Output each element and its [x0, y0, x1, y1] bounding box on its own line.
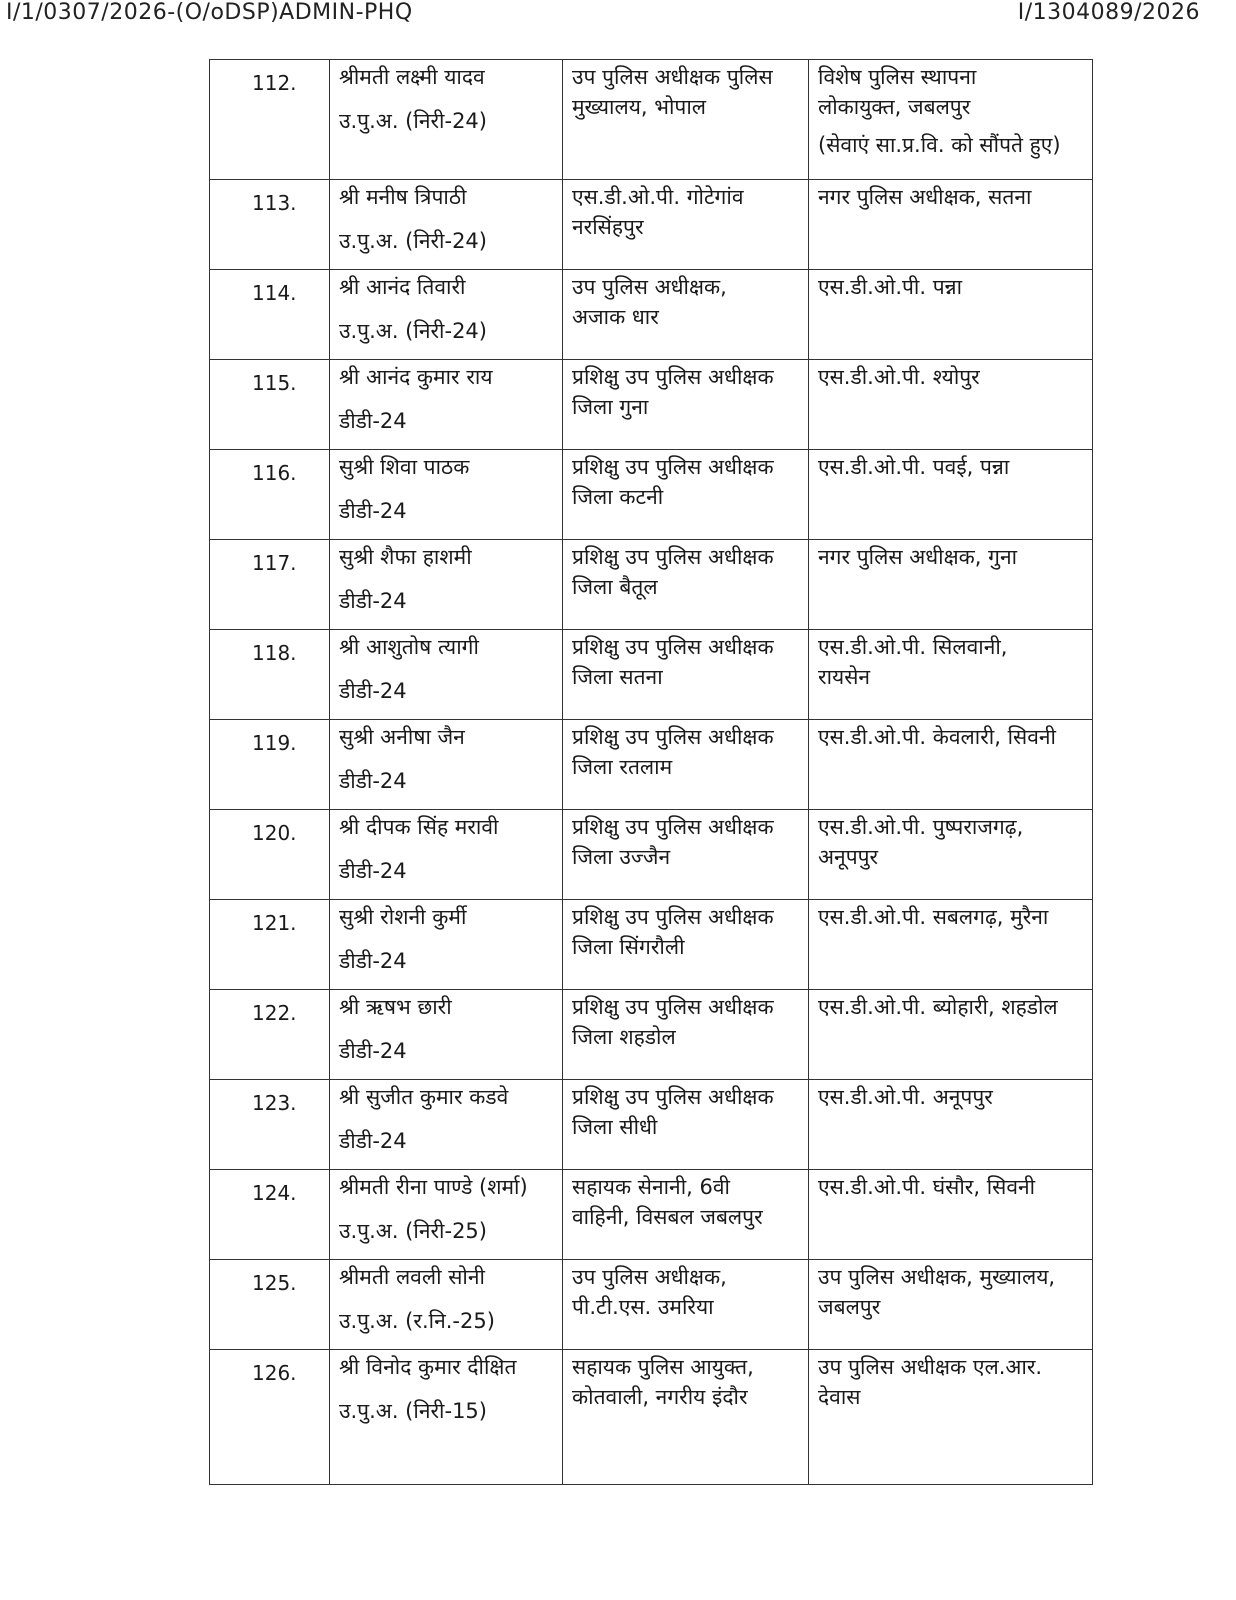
officer-name: श्रीमती लक्ष्मी यादव: [339, 65, 485, 89]
new-posting-cell: [809, 810, 1093, 900]
serial-number: 125.: [210, 1260, 330, 1350]
current-posting-cell: [563, 720, 809, 810]
officer-cell: [330, 810, 563, 900]
officer-name: श्री मनीष त्रिपाठी: [339, 185, 467, 209]
current-posting-line2: जिला सीधी: [572, 1115, 658, 1139]
current-posting-line2: अजाक धार: [572, 305, 659, 329]
officer-grade: डीडी-24: [339, 1039, 407, 1063]
officer-name: श्री विनोद कुमार दीक्षित: [339, 1355, 517, 1379]
officer-cell: [330, 900, 563, 990]
new-posting-line1: एस.डी.ओ.पी. ब्योहारी, शहडोल: [818, 995, 1058, 1019]
current-posting-line1: उप पुलिस अधीक्षक पुलिस: [572, 65, 773, 89]
table-row: [210, 990, 1093, 1080]
table-row: [210, 60, 1093, 180]
officer-grade: उ.पु.अ. (निरी-25): [339, 1219, 487, 1243]
new-posting-line1: एस.डी.ओ.पी. पुष्पराजगढ़,: [818, 815, 1024, 839]
officer-name: श्री दीपक सिंह मरावी: [339, 815, 499, 839]
new-posting-line1: उप पुलिस अधीक्षक, मुख्यालय,: [818, 1265, 1056, 1289]
current-posting-line2: वाहिनी, विसबल जबलपुर: [572, 1205, 763, 1229]
serial-number: 112.: [210, 60, 330, 180]
new-posting-cell: [809, 1170, 1093, 1260]
officer-cell: [330, 360, 563, 450]
new-posting-line1: एस.डी.ओ.पी. घंसौर, सिवनी: [818, 1175, 1036, 1199]
new-posting-line1: एस.डी.ओ.पी. पन्ना: [818, 275, 963, 299]
current-posting-line1: एस.डी.ओ.पी. गोटेगांव: [572, 185, 744, 209]
current-posting-line2: मुख्यालय, भोपाल: [572, 95, 707, 119]
current-posting-cell: [563, 990, 809, 1080]
current-posting-cell: [563, 1080, 809, 1170]
current-posting-line2: जिला सतना: [572, 665, 663, 689]
table-row: [210, 810, 1093, 900]
table-row: [210, 180, 1093, 270]
current-posting-line1: प्रशिक्षु उप पुलिस अधीक्षक: [572, 995, 774, 1019]
officer-cell: [330, 1080, 563, 1170]
current-posting-line1: प्रशिक्षु उप पुलिस अधीक्षक: [572, 635, 774, 659]
officer-cell: [330, 1170, 563, 1260]
current-posting-line1: प्रशिक्षु उप पुलिस अधीक्षक: [572, 815, 774, 839]
new-posting-line1: नगर पुलिस अधीक्षक, गुना: [818, 545, 1018, 569]
new-posting-cell: [809, 990, 1093, 1080]
current-posting-line1: प्रशिक्षु उप पुलिस अधीक्षक: [572, 1085, 774, 1109]
posting-note: (सेवाएं सा.प्र.वि. को सौंपते हुए): [818, 133, 1061, 157]
transfer-order-table: [209, 59, 1093, 1485]
new-posting-cell: [809, 900, 1093, 990]
officer-grade: डीडी-24: [339, 679, 407, 703]
officer-name: श्री आनंद कुमार राय: [339, 365, 493, 389]
serial-number: 113.: [210, 180, 330, 270]
officer-name: सुश्री अनीषा जैन: [339, 725, 465, 749]
officer-grade: डीडी-24: [339, 859, 407, 883]
table-row: [210, 1170, 1093, 1260]
current-posting-line1: प्रशिक्षु उप पुलिस अधीक्षक: [572, 455, 774, 479]
new-posting-line1: एस.डी.ओ.पी. केवलारी, सिवनी: [818, 725, 1056, 749]
current-posting-cell: [563, 360, 809, 450]
new-posting-line2: अनूपपुर: [818, 845, 879, 869]
current-posting-line1: प्रशिक्षु उप पुलिस अधीक्षक: [572, 365, 774, 389]
table-row: [210, 720, 1093, 810]
officer-name: श्रीमती लवली सोनी: [339, 1265, 485, 1289]
new-posting-line2: जबलपुर: [818, 1295, 881, 1319]
current-posting-line2: जिला कटनी: [572, 485, 664, 509]
current-posting-line1: प्रशिक्षु उप पुलिस अधीक्षक: [572, 905, 774, 929]
current-posting-cell: [563, 630, 809, 720]
new-posting-cell: [809, 630, 1093, 720]
serial-number: 126.: [210, 1350, 330, 1485]
current-posting-line1: प्रशिक्षु उप पुलिस अधीक्षक: [572, 725, 774, 749]
current-posting-line1: सहायक सेनानी, 6वी: [572, 1175, 730, 1199]
officer-grade: उ.पु.अ. (निरी-15): [339, 1399, 487, 1423]
officer-cell: [330, 630, 563, 720]
officer-name: श्री ऋषभ छारी: [339, 995, 452, 1019]
current-posting-cell: [563, 1260, 809, 1350]
officer-grade: डीडी-24: [339, 499, 407, 523]
table-row: [210, 270, 1093, 360]
table-row: [210, 1080, 1093, 1170]
serial-number: 117.: [210, 540, 330, 630]
serial-number: 120.: [210, 810, 330, 900]
current-posting-line2: नरसिंहपुर: [572, 215, 644, 239]
officer-name: श्री सुजीत कुमार कडवे: [339, 1085, 509, 1109]
new-posting-cell: [809, 180, 1093, 270]
table-row: [210, 540, 1093, 630]
new-posting-cell: [809, 270, 1093, 360]
current-posting-cell: [563, 450, 809, 540]
new-posting-line1: एस.डी.ओ.पी. पवई, पन्ना: [818, 455, 1010, 479]
current-posting-cell: [563, 900, 809, 990]
officer-name: सुश्री रोशनी कुर्मी: [339, 905, 467, 929]
officer-cell: [330, 450, 563, 540]
table-row: [210, 450, 1093, 540]
officer-grade: डीडी-24: [339, 409, 407, 433]
serial-number: 114.: [210, 270, 330, 360]
table-row: [210, 1350, 1093, 1485]
current-posting-line2: जिला शहडोल: [572, 1025, 676, 1049]
new-posting-cell: [809, 540, 1093, 630]
serial-number: 115.: [210, 360, 330, 450]
serial-number: 124.: [210, 1170, 330, 1260]
table-row: [210, 1260, 1093, 1350]
new-posting-cell: [809, 360, 1093, 450]
new-posting-cell: [809, 720, 1093, 810]
serial-number: 116.: [210, 450, 330, 540]
officer-cell: [330, 1350, 563, 1485]
new-posting-line1: विशेष पुलिस स्थापना: [818, 65, 977, 89]
officer-name: श्री आनंद तिवारी: [339, 275, 466, 299]
new-posting-line2: लोकायुक्त, जबलपुर: [818, 95, 971, 119]
officer-grade: उ.पु.अ. (र.नि.-25): [339, 1309, 495, 1333]
current-posting-line2: जिला गुना: [572, 395, 649, 419]
officer-name: श्रीमती रीना पाण्डे (शर्मा): [339, 1175, 528, 1199]
table-row: [210, 360, 1093, 450]
new-posting-line2: देवास: [818, 1385, 861, 1409]
current-posting-cell: [563, 1350, 809, 1485]
current-posting-line2: जिला रतलाम: [572, 755, 673, 779]
officer-cell: [330, 540, 563, 630]
current-posting-line2: जिला सिंगरौली: [572, 935, 685, 959]
officer-grade: उ.पु.अ. (निरी-24): [339, 319, 487, 343]
officer-cell: [330, 720, 563, 810]
table-row: [210, 630, 1093, 720]
officer-cell: [330, 60, 563, 180]
new-posting-cell: [809, 1350, 1093, 1485]
current-posting-cell: [563, 540, 809, 630]
current-posting-cell: [563, 270, 809, 360]
new-posting-line2: रायसेन: [818, 665, 871, 689]
new-posting-line1: एस.डी.ओ.पी. सिलवानी,: [818, 635, 1008, 659]
table-row: [210, 900, 1093, 990]
new-posting-cell: [809, 60, 1093, 180]
new-posting-cell: [809, 450, 1093, 540]
officer-grade: डीडी-24: [339, 949, 407, 973]
serial-number: 121.: [210, 900, 330, 990]
current-posting-cell: [563, 1170, 809, 1260]
current-posting-line2: जिला उज्जैन: [572, 845, 671, 869]
current-posting-cell: [563, 810, 809, 900]
officer-name: श्री आशुतोष त्यागी: [339, 635, 479, 659]
new-posting-cell: [809, 1080, 1093, 1170]
current-posting-line1: उप पुलिस अधीक्षक,: [572, 275, 727, 299]
current-posting-line1: सहायक पुलिस आयुक्त,: [572, 1355, 754, 1379]
officer-name: सुश्री शिवा पाठक: [339, 455, 470, 479]
officer-grade: उ.पु.अ. (निरी-24): [339, 229, 487, 253]
officer-cell: [330, 1260, 563, 1350]
current-posting-line1: प्रशिक्षु उप पुलिस अधीक्षक: [572, 545, 774, 569]
officer-grade: डीडी-24: [339, 589, 407, 613]
current-posting-line2: कोतवाली, नगरीय इंदौर: [572, 1385, 748, 1409]
serial-number: 119.: [210, 720, 330, 810]
current-posting-cell: [563, 180, 809, 270]
officer-name: सुश्री शैफा हाशमी: [339, 545, 472, 569]
officer-grade: डीडी-24: [339, 769, 407, 793]
current-posting-line1: उप पुलिस अधीक्षक,: [572, 1265, 727, 1289]
serial-number: 123.: [210, 1080, 330, 1170]
file-reference-left: I/1/0307/2026-(O/oDSP)ADMIN-PHQ: [6, 0, 413, 25]
new-posting-line1: उप पुलिस अधीक्षक एल.आर.: [818, 1355, 1043, 1379]
new-posting-cell: [809, 1260, 1093, 1350]
current-posting-line2: पी.टी.एस. उमरिया: [572, 1295, 714, 1319]
officer-grade: डीडी-24: [339, 1129, 407, 1153]
file-reference-right: I/1304089/2026: [1017, 0, 1200, 25]
current-posting-line2: जिला बैतूल: [572, 575, 658, 599]
officer-cell: [330, 180, 563, 270]
new-posting-line1: एस.डी.ओ.पी. श्योपुर: [818, 365, 980, 389]
current-posting-cell: [563, 60, 809, 180]
new-posting-line1: नगर पुलिस अधीक्षक, सतना: [818, 185, 1032, 209]
officer-cell: [330, 270, 563, 360]
serial-number: 122.: [210, 990, 330, 1080]
new-posting-line1: एस.डी.ओ.पी. अनूपपुर: [818, 1085, 993, 1109]
serial-number: 118.: [210, 630, 330, 720]
officer-grade: उ.पु.अ. (निरी-24): [339, 109, 487, 133]
new-posting-line1: एस.डी.ओ.पी. सबलगढ़, मुरैना: [818, 905, 1049, 929]
officer-cell: [330, 990, 563, 1080]
